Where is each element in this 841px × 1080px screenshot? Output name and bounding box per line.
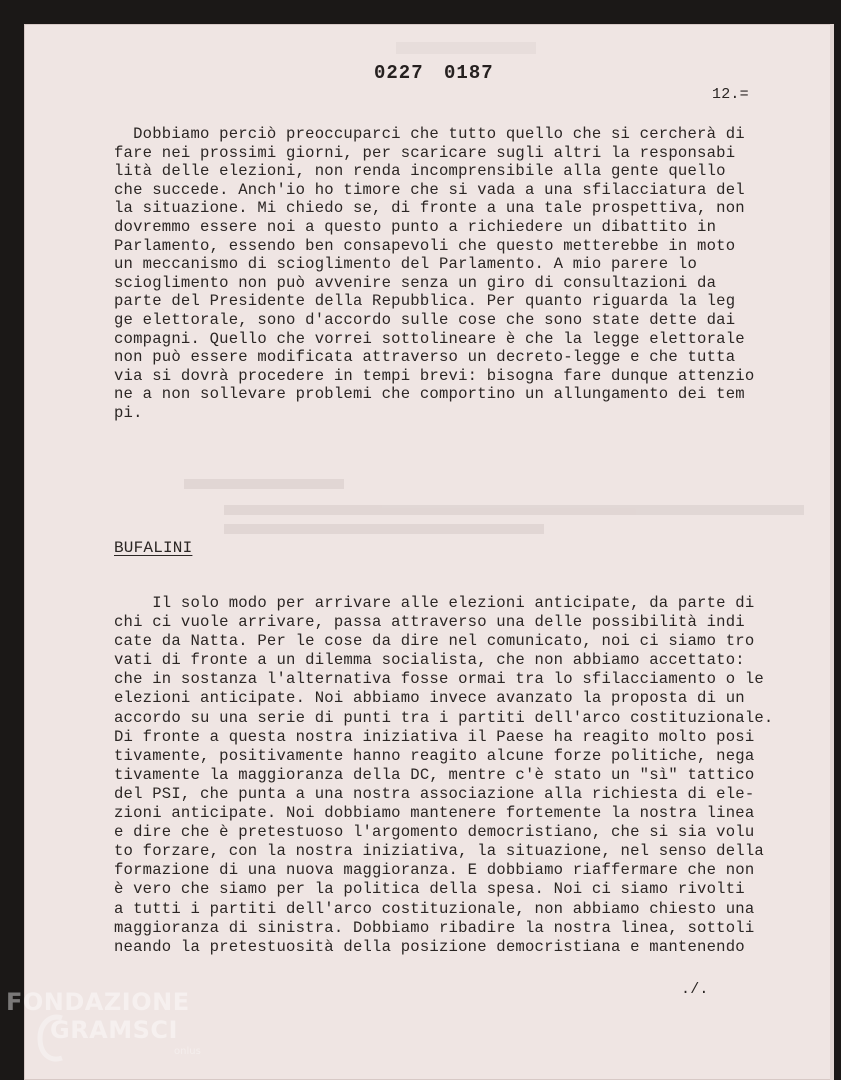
watermark-line-1: FONDAZIONE bbox=[6, 988, 190, 1016]
archive-number: 0227 0187 bbox=[374, 62, 494, 84]
continuation-mark: ./. bbox=[681, 981, 709, 998]
bleed-through-mark bbox=[396, 42, 536, 54]
bleed-through-text bbox=[184, 479, 804, 549]
watermark-logo bbox=[6, 988, 211, 1072]
typed-page bbox=[24, 24, 834, 1080]
page-edge bbox=[830, 24, 834, 1080]
paragraph-2: Il solo modo per arrivare alle elezioni anticipate, da parte di chi ci vuole arrivare, passa attraverso una delle possibilità indi cate da Natta. Per le cose da dire nel comunicato, noi ci siamo tro vati di fronte a un dilemma socialista, che non abbiamo accettato: che in sostanza l'alternativa fosse ormai tra lo sfilacciamento o le elezioni anticipate. Noi abbiamo invece avanzato la proposta di un accordo su una serie di punti tra i partiti dell'arco costituzionale. Di fronte a questa nostra iniziativa il Paese ha reagito molto posi tivamente, positivamente hanno reagito alcune forze politiche, nega tivamente la maggioranza della DC, mentre c'è stato un "sì" tattico del PSI, che punta a una nostra associazione alla richiesta di ele- zioni anticipate. Noi dobbiamo mantenere fortemente la nostra linea e dire che è pretestuoso l'argomento democristiano, che si sia volu to forzare, con la nostra iniziativa, la situazione, nel senso della formazione di una nuova maggioranza. E dobbiamo riaffermare che non è vero che siamo per la politica della spesa. Noi ci siamo rivolti a tutti i partiti dell'arco costituzionale, non abbiamo chiesto una maggioranza di sinistra. Dobbiamo ribadire la nostra linea, sottoli neando la pretestuosità della posizione democristiana e mantenendo bbox=[114, 594, 774, 956]
speaker-heading: BUFALINI bbox=[114, 539, 193, 557]
watermark-line-2: GRAMSCI bbox=[50, 1016, 178, 1044]
watermark-line-3: onlus bbox=[174, 1046, 201, 1057]
paragraph-1: Dobbiamo perciò preoccuparci che tutto quello che si cercherà di fare nei prossimi giorni, per scaricare sugli altri la responsabi lità delle elezioni, non renda incomprensibile alla gente quello che succede. Anch'io ho timore che si vada a una sfilacciatura del la situazione. Mi chiedo se, di fronte a una tale prospettiva, non dovremmo essere noi a questo punto a richiedere un dibattito in Parlamento, essendo ben consapevoli che questo metterebbe in moto un meccanismo di scioglimento del Parlamento. A mio parere lo scioglimento non può avvenire senza un giro di consultazioni da parte del Presidente della Repubblica. Per quanto riguarda la leg ge elettorale, sono d'accordo sulle cose che sono state dette dai compagni. Quello che vorrei sottolineare è che la legge elettorale non può essere modificata attraverso un decreto-legge e che tutta via si dovrà procedere in tempi brevi: bisogna fare dunque attenzio ne a non sollevare problemi che comportino un allungamento dei tem pi. bbox=[114, 125, 755, 422]
page-number: 12.= bbox=[712, 86, 749, 103]
